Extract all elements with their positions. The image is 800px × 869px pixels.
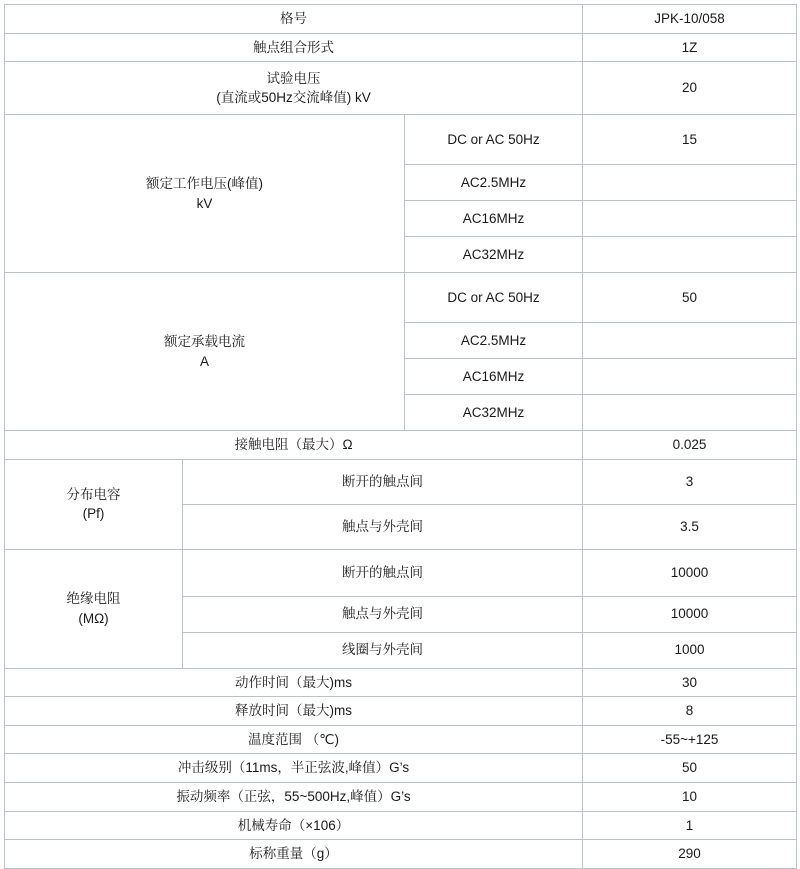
capacitance-label-line1: 分布电容 bbox=[66, 486, 121, 502]
group-label-rated-voltage bbox=[5, 115, 405, 273]
row-value-temp-range: -55~+125 bbox=[583, 725, 797, 754]
capacitance-sub-contact-case: 触点与外壳间 bbox=[183, 504, 583, 549]
rated-current-sub-ac2-5mhz: AC2.5MHz bbox=[405, 323, 583, 359]
insulation-sub-open-contacts: 断开的触点间 bbox=[183, 549, 583, 596]
specification-table bbox=[4, 4, 797, 869]
row-label-contact-form: 触点组合形式 bbox=[5, 33, 583, 62]
test-voltage-label-line2: (直流或50Hz交流峰值) kV bbox=[216, 90, 371, 106]
rated-voltage-sub-ac2-5mhz: AC2.5MHz bbox=[405, 165, 583, 201]
rated-current-sub-ac16mhz: AC16MHz bbox=[405, 359, 583, 395]
insulation-value-open-contacts: 10000 bbox=[583, 549, 797, 596]
row-value-mech-life: 1 bbox=[583, 811, 797, 840]
row-label-release-time: 释放时间（最大)ms bbox=[5, 697, 583, 726]
insulation-value-coil-case: 1000 bbox=[583, 632, 797, 668]
table-row bbox=[5, 459, 797, 504]
row-value-model: JPK-10/058 bbox=[583, 5, 797, 34]
rated-voltage-label-line2: kV bbox=[196, 195, 213, 211]
table-row bbox=[5, 33, 797, 62]
rated-voltage-value-dc-ac50hz: 15 bbox=[583, 115, 797, 165]
row-value-shock: 50 bbox=[583, 754, 797, 783]
rated-current-sub-dc-ac50hz: DC or AC 50Hz bbox=[405, 273, 583, 323]
group-label-capacitance bbox=[5, 459, 183, 549]
row-label-contact-resistance: 接触电阻（最大）Ω bbox=[5, 431, 583, 460]
row-value-operate-time: 30 bbox=[583, 668, 797, 697]
table-row bbox=[5, 668, 797, 697]
table-row bbox=[5, 697, 797, 726]
rated-voltage-sub-dc-ac50hz: DC or AC 50Hz bbox=[405, 115, 583, 165]
row-label-temp-range: 温度范围 （℃) bbox=[5, 725, 583, 754]
insulation-sub-contact-case: 触点与外壳间 bbox=[183, 596, 583, 632]
rated-voltage-value-ac32mhz bbox=[583, 237, 797, 273]
test-voltage-label-line1: 试验电压 bbox=[266, 70, 321, 86]
rated-current-label-line1: 额定承载电流 bbox=[164, 334, 245, 350]
row-value-vibration: 10 bbox=[583, 782, 797, 811]
insulation-sub-coil-case: 线圈与外壳间 bbox=[183, 632, 583, 668]
table-row bbox=[5, 754, 797, 783]
insulation-label-line2: (MΩ) bbox=[78, 610, 109, 626]
capacitance-sub-open-contacts: 断开的触点间 bbox=[183, 459, 583, 504]
capacitance-value-open-contacts: 3 bbox=[583, 459, 797, 504]
rated-current-value-ac16mhz bbox=[583, 359, 797, 395]
rated-current-value-ac32mhz bbox=[583, 395, 797, 431]
capacitance-label-line2: (Pf) bbox=[82, 506, 105, 522]
table-row bbox=[5, 725, 797, 754]
rated-voltage-sub-ac32mhz: AC32MHz bbox=[405, 237, 583, 273]
row-label-test-voltage bbox=[5, 62, 583, 115]
row-value-test-voltage: 20 bbox=[583, 62, 797, 115]
row-value-nominal-weight: 290 bbox=[583, 840, 797, 869]
row-label-mech-life: 机械寿命（×106） bbox=[5, 811, 583, 840]
table-row bbox=[5, 431, 797, 460]
rated-current-value-dc-ac50hz: 50 bbox=[583, 273, 797, 323]
group-label-insulation bbox=[5, 549, 183, 668]
table-row bbox=[5, 549, 797, 596]
table-row bbox=[5, 5, 797, 34]
rated-voltage-label-line1: 额定工作电压(峰值) bbox=[146, 176, 263, 192]
row-label-shock: 冲击级别（11ms，半正弦波,峰值）G’s bbox=[5, 754, 583, 783]
row-value-contact-form: 1Z bbox=[583, 33, 797, 62]
table-row bbox=[5, 782, 797, 811]
table-row bbox=[5, 62, 797, 115]
row-label-vibration: 振动频率（正弦，55~500Hz,峰值）G’s bbox=[5, 782, 583, 811]
row-value-contact-resistance: 0.025 bbox=[583, 431, 797, 460]
table-row bbox=[5, 115, 797, 165]
insulation-value-contact-case: 10000 bbox=[583, 596, 797, 632]
row-label-operate-time: 动作时间（最大)ms bbox=[5, 668, 583, 697]
specification-table-wrapper bbox=[4, 4, 796, 869]
group-label-rated-current bbox=[5, 273, 405, 431]
rated-current-value-ac2-5mhz bbox=[583, 323, 797, 359]
capacitance-value-contact-case: 3.5 bbox=[583, 504, 797, 549]
row-label-nominal-weight: 标称重量（g） bbox=[5, 840, 583, 869]
row-label-model: 格号 bbox=[5, 5, 583, 34]
rated-voltage-value-ac16mhz bbox=[583, 201, 797, 237]
row-value-release-time: 8 bbox=[583, 697, 797, 726]
rated-current-sub-ac32mhz: AC32MHz bbox=[405, 395, 583, 431]
rated-voltage-value-ac2-5mhz bbox=[583, 165, 797, 201]
table-row bbox=[5, 273, 797, 323]
table-row bbox=[5, 811, 797, 840]
rated-voltage-sub-ac16mhz: AC16MHz bbox=[405, 201, 583, 237]
rated-current-label-line2: A bbox=[199, 353, 209, 369]
insulation-label-line1: 绝缘电阻 bbox=[66, 591, 121, 607]
table-row bbox=[5, 840, 797, 869]
